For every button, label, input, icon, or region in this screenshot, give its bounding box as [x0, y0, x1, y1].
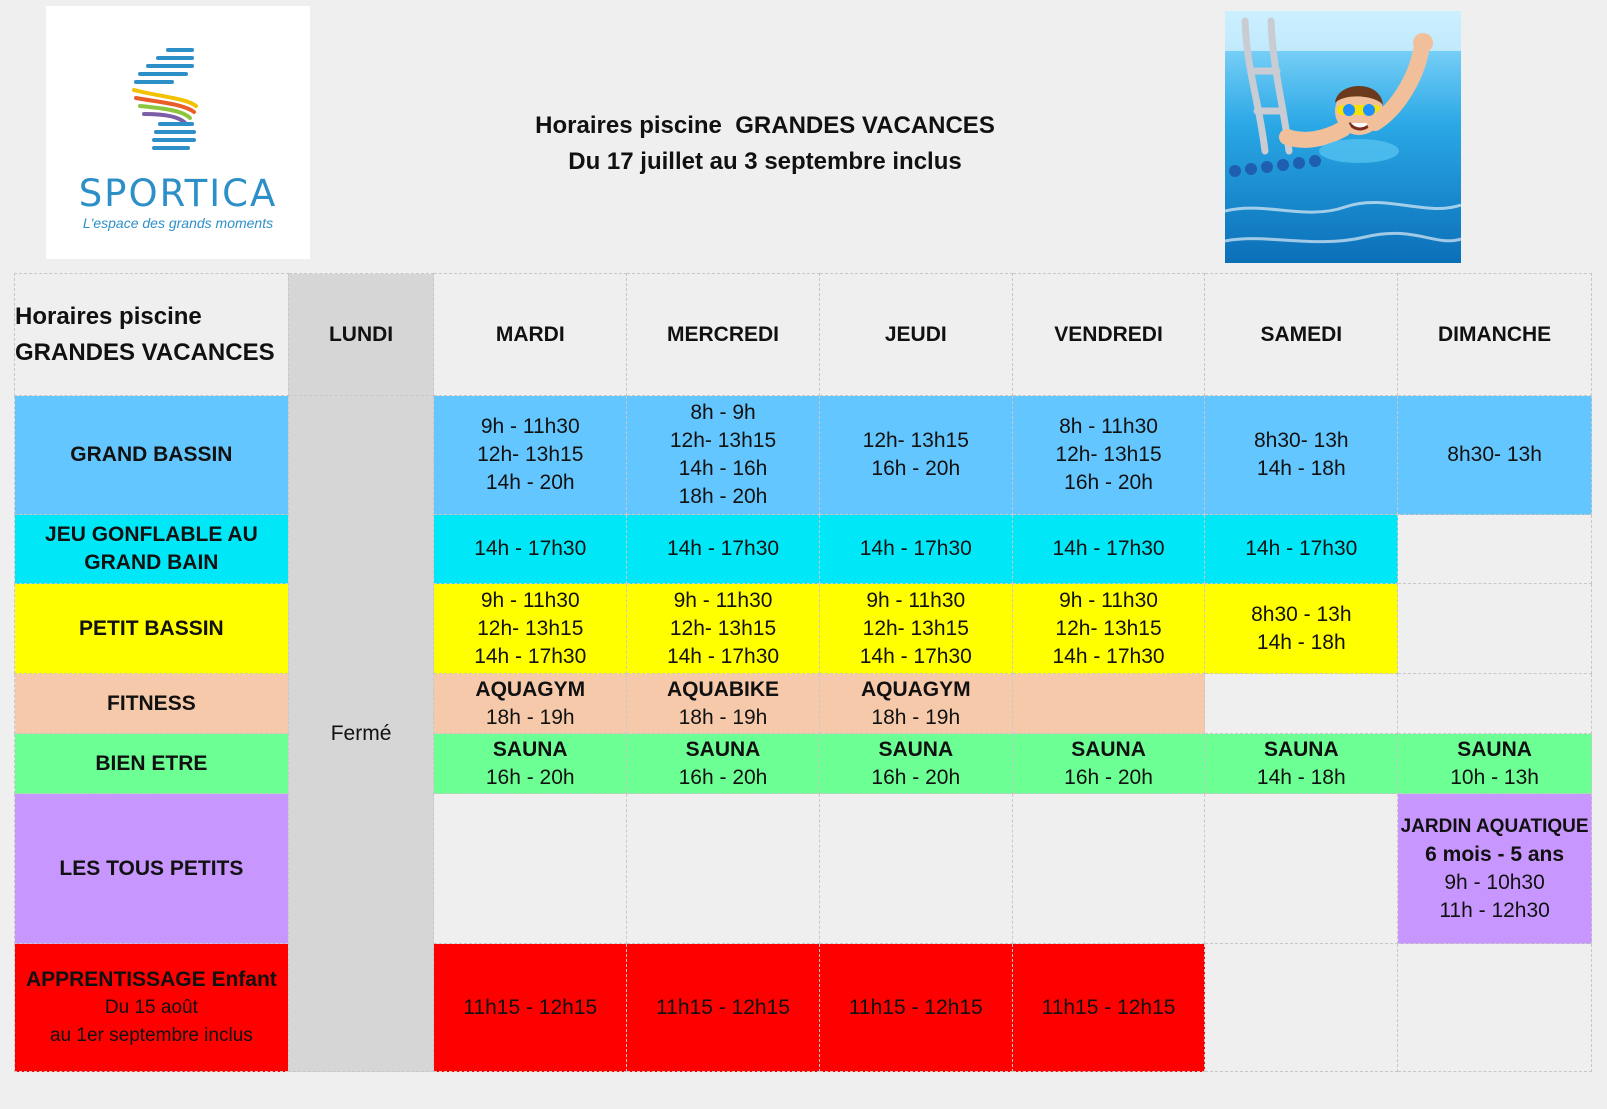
time-slot: 18h - 19h [678, 705, 768, 729]
time-slot: 9h - 10h30 [1444, 870, 1545, 894]
time-slot: 12h- 13h15 [862, 616, 969, 640]
table-corner-label [15, 274, 289, 396]
tous-petits-dimanche [1398, 794, 1592, 944]
time-slot: 16h - 20h [1064, 471, 1153, 494]
apprentissage-jeudi: 11h15 - 12h15 [819, 944, 1012, 1072]
day-header-dimanche: DIMANCHE [1398, 274, 1592, 396]
grand-bassin-samedi [1205, 396, 1398, 515]
bien-etre-samedi [1205, 734, 1398, 794]
table-row-jeu-gonflable [15, 515, 1592, 584]
corner-line1: Horaires piscine [15, 302, 202, 330]
bien-etre-vendredi [1012, 734, 1205, 794]
fitness-vendredi-empty [1012, 674, 1205, 734]
day-header-lundi: LUNDI [288, 274, 434, 396]
bien-etre-mercredi [627, 734, 820, 794]
petit-bassin-mercredi [627, 584, 820, 674]
apprentissage-mardi: 11h15 - 12h15 [434, 944, 627, 1072]
time-slot: 8h30- 13h [1447, 443, 1542, 466]
petit-bassin-vendredi [1012, 584, 1205, 674]
table-row-fitness [15, 674, 1592, 734]
petit-bassin-mardi [434, 584, 627, 674]
bien-etre-dimanche [1398, 734, 1592, 794]
child-swimming-pool-photo [1225, 11, 1461, 263]
petit-bassin-jeudi [819, 584, 1012, 674]
apprentissage-title: APPRENTISSAGE Enfant [25, 967, 277, 991]
time-slot: 14h - 17h30 [474, 644, 587, 668]
fitness-jeudi [819, 674, 1012, 734]
row-label-apprentissage [15, 944, 289, 1072]
row-label-bien-etre: BIEN ETRE [15, 734, 289, 794]
apprentissage-samedi-empty [1205, 944, 1398, 1072]
fitness-mercredi [627, 674, 820, 734]
tous-petits-vendredi-empty [1012, 794, 1205, 944]
time-slot: 18h - 20h [678, 485, 768, 508]
time-slot: 14h - 17h30 [1052, 644, 1165, 668]
day-header-vendredi: VENDREDI [1012, 274, 1205, 396]
activity-name: SAUNA [492, 737, 568, 761]
tous-petits-mercredi-empty [627, 794, 820, 944]
jeu-gonflable-dimanche-empty [1398, 515, 1592, 584]
time-slot: 14h - 18h [1256, 630, 1346, 654]
logo-tagline: L'espace des grands moments [82, 215, 274, 231]
time-slot: 12h- 13h15 [1055, 616, 1162, 640]
grand-bassin-dimanche [1398, 396, 1592, 515]
age-range: 6 mois - 5 ans [1425, 842, 1565, 866]
activity-name: SAUNA [1071, 737, 1146, 761]
time-slot: 16h - 20h [678, 765, 768, 789]
lundi-closed-cell: Fermé [288, 396, 434, 1072]
grand-bassin-mercredi [627, 396, 820, 515]
apprentissage-dimanche-empty [1398, 944, 1592, 1072]
jeu-gonflable-mercredi: 14h - 17h30 [627, 515, 820, 584]
activity-name: SAUNA [1263, 737, 1339, 761]
tous-petits-samedi-empty [1205, 794, 1398, 944]
activity-name: AQUAGYM [475, 677, 586, 701]
day-header-mardi: MARDI [434, 274, 627, 396]
time-slot: 8h - 9h [690, 401, 756, 424]
logo-name: SPORTICA [78, 172, 278, 215]
day-header-samedi: SAMEDI [1205, 274, 1398, 396]
activity-name: JARDIN AQUATIQUE [1400, 815, 1589, 837]
jeu-gonflable-samedi: 14h - 17h30 [1205, 515, 1398, 584]
grand-bassin-vendredi [1012, 396, 1205, 515]
activity-name: AQUAGYM [860, 677, 971, 701]
grand-bassin-mardi [434, 396, 627, 515]
apprentissage-vendredi: 11h15 - 12h15 [1012, 944, 1205, 1072]
day-header-mercredi: MERCREDI [627, 274, 820, 396]
time-slot: 18h - 19h [871, 705, 961, 729]
time-slot: 12h- 13h15 [669, 616, 777, 640]
sportica-s-emblem-icon [46, 6, 310, 176]
time-slot: 9h - 11h30 [673, 588, 773, 612]
time-slot: 16h - 20h [871, 765, 961, 789]
time-slot: 14h - 17h30 [666, 644, 780, 668]
row-label-grand-bassin: GRAND BASSIN [15, 396, 289, 515]
header-row [15, 274, 1592, 396]
activity-name: SAUNA [685, 737, 761, 761]
time-slot: 11h - 12h30 [1439, 898, 1550, 922]
table-row-apprentissage [15, 944, 1592, 1072]
time-slot: 9h - 11h30 [480, 588, 580, 612]
time-slot: 12h- 13h15 [477, 443, 584, 466]
page-title-line2: Du 17 juillet au 3 septembre inclus [568, 148, 962, 175]
table-row-tous-petits [15, 794, 1592, 944]
time-slot: 14h - 17h30 [859, 644, 972, 668]
fitness-dimanche-empty [1398, 674, 1592, 734]
sportica-logo [46, 6, 310, 259]
row-label-fitness: FITNESS [15, 674, 289, 734]
schedule-table [14, 273, 1592, 1072]
apprentissage-date-to: au 1er septembre inclus [49, 1024, 253, 1046]
row-label-jeu-gonflable: JEU GONFLABLE AU GRAND BAIN [15, 515, 289, 584]
time-slot: 12h- 13h15 [862, 429, 969, 452]
time-slot: 12h- 13h15 [477, 616, 584, 640]
day-header-jeudi: JEUDI [819, 274, 1012, 396]
apprentissage-mercredi: 11h15 - 12h15 [627, 944, 820, 1072]
page-title-line1: Horaires piscine GRANDES VACANCES [535, 112, 995, 139]
time-slot: 9h - 11h30 [1059, 588, 1158, 612]
time-slot: 8h30 - 13h [1251, 602, 1352, 626]
bien-etre-jeudi [819, 734, 1012, 794]
row-label-petit-bassin: PETIT BASSIN [15, 584, 289, 674]
table-row-grand-bassin [15, 396, 1592, 515]
jeu-gonflable-jeudi: 14h - 17h30 [819, 515, 1012, 584]
bien-etre-mardi [434, 734, 627, 794]
time-slot: 14h - 20h [485, 471, 575, 494]
apprentissage-date-from: Du 15 août [104, 996, 198, 1018]
table-row-petit-bassin [15, 584, 1592, 674]
petit-bassin-samedi [1205, 584, 1398, 674]
time-slot: 8h30- 13h [1254, 429, 1349, 452]
time-slot: 12h- 13h15 [669, 429, 777, 452]
petit-bassin-dimanche-empty [1398, 584, 1592, 674]
tous-petits-mardi-empty [434, 794, 627, 944]
time-slot: 16h - 20h [871, 457, 961, 480]
activity-name: AQUABIKE [667, 677, 780, 701]
time-slot: 9h - 11h30 [866, 588, 966, 612]
time-slot: 14h - 16h [678, 457, 768, 480]
time-slot: 16h - 20h [485, 765, 575, 789]
fitness-mardi [434, 674, 627, 734]
pool-photo-illustration-icon [1225, 11, 1461, 263]
time-slot: 9h - 11h30 [480, 415, 580, 438]
page-title [440, 108, 1090, 180]
jeu-gonflable-vendredi: 14h - 17h30 [1012, 515, 1205, 584]
activity-name: SAUNA [1457, 737, 1532, 761]
grand-bassin-jeudi [819, 396, 1012, 515]
row-label-tous-petits: LES TOUS PETITS [15, 794, 289, 944]
fitness-samedi-empty [1205, 674, 1398, 734]
tous-petits-jeudi-empty [819, 794, 1012, 944]
time-slot: 12h- 13h15 [1055, 443, 1162, 466]
time-slot: 16h - 20h [1064, 765, 1153, 789]
time-slot: 14h - 18h [1256, 765, 1346, 789]
jeu-gonflable-mardi: 14h - 17h30 [434, 515, 627, 584]
activity-name: SAUNA [878, 737, 954, 761]
table-row-bien-etre [15, 734, 1592, 794]
time-slot: 8h - 11h30 [1059, 415, 1158, 438]
time-slot: 14h - 18h [1256, 457, 1346, 480]
corner-line2: GRANDES VACANCES [15, 338, 275, 366]
time-slot: 10h - 13h [1450, 765, 1539, 789]
time-slot: 18h - 19h [485, 705, 575, 729]
